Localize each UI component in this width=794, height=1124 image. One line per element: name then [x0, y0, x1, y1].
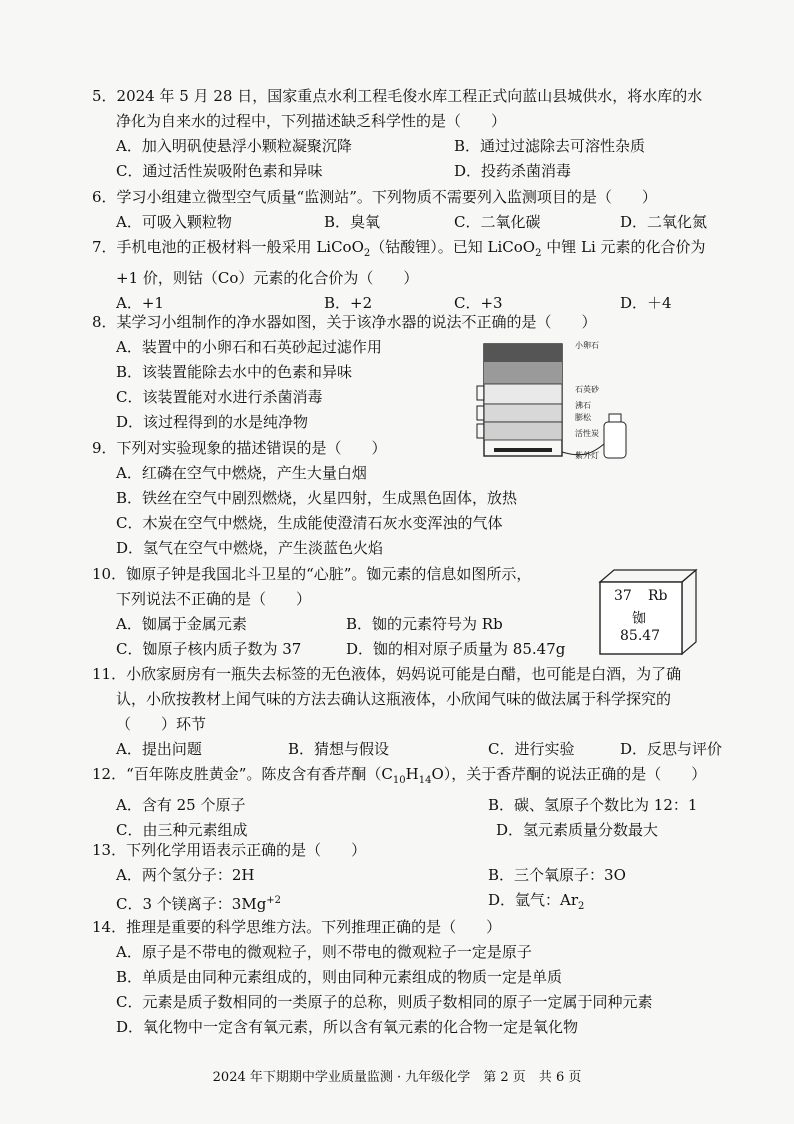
q12-options-row1 [92, 793, 752, 818]
question-11 [92, 662, 752, 762]
q8-option-c: C．该装置能对水进行杀菌消毒 [116, 388, 323, 406]
q5-option-c: C．通过活性炭吸附色素和异味 [116, 162, 323, 180]
q13-options-row2 [92, 888, 752, 913]
element-card-frame [596, 566, 700, 658]
q6-options [92, 210, 752, 235]
q5-options-row2 [92, 159, 752, 184]
q12-subscript-hydrogen: 14 [418, 775, 432, 786]
question-6 [92, 185, 752, 235]
question-13 [92, 838, 752, 913]
q5-option-a: A．加入明矾使悬浮小颗粒凝聚沉降 [116, 137, 352, 155]
question-9 [92, 436, 752, 561]
q13-option-d-subscript: 2 [578, 901, 585, 912]
q8-option-b: B．该装置能除去水中的色素和异味 [116, 363, 353, 381]
q10-stem-line2: 下列说法不正确的是（ ） [116, 590, 312, 608]
q11-options [92, 737, 752, 762]
q12-stem [92, 762, 752, 793]
q9-stem: 9．下列对实验现象的描述错误的是（ ） [92, 439, 387, 457]
q13-options-row1 [92, 863, 752, 888]
q8-stem: 8．某学习小组制作的净水器如图，关于该净水器的说法不正确的是（ ） [92, 313, 597, 331]
q12-subscript-carbon: 10 [392, 775, 406, 786]
q10-option-b: B．铷的元素符号为 Rb [346, 615, 503, 633]
figure-label-pebbles: 小卵石 [575, 341, 599, 350]
question-5 [92, 84, 752, 184]
element-atomic-number: 37 [614, 588, 632, 604]
q7-subscript-2: 2 [535, 248, 542, 259]
q9-option-a: A．红磷在空气中燃烧，产生大量白烟 [116, 464, 367, 482]
q11-option-a: A．提出问题 [116, 740, 202, 758]
q10-option-c: C．铷原子核内质子数为 37 [116, 640, 302, 658]
q8-option-a: A．装置中的小卵石和石英砂起过滤作用 [116, 338, 382, 356]
question-7 [92, 235, 752, 316]
q13-option-b: B．三个氧原子：3O [488, 866, 626, 884]
q10-option-d: D．铷的相对原子质量为 85.47g [346, 640, 566, 658]
figure-label-quartz-sand: 石英砂 [575, 385, 599, 394]
q12-hydrogen-symbol: H [405, 765, 419, 783]
q9-option-c: C．木炭在空气中燃烧，生成能使澄清石灰水变浑浊的气体 [116, 514, 503, 532]
q11-stem-line2: 认，小欣按教材上闻气味的方法去确认这瓶液体，小欣闻气味的做法属于科学探究的 [116, 690, 672, 708]
q9-option-d: D．氢气在空气中燃烧，产生淡蓝色火焰 [116, 539, 384, 557]
q11-stem-line3: （ ）环节 [116, 715, 207, 733]
q6-option-d: D．二氧化氮 [620, 213, 708, 231]
q6-option-a: A．可吸入颗粒物 [116, 213, 232, 231]
q7-option-b: B．+2 [324, 294, 373, 312]
q14-stem: 14．推理是重要的科学思维方法。下列推理正确的是（ ） [92, 918, 502, 936]
q8-option-d: D．该过程得到的水是纯净物 [116, 413, 309, 431]
q13-option-a: A．两个氢分子：2H [116, 866, 255, 884]
q12-stem-text-b: O），关于香芹酮的说法正确的是（ ） [431, 765, 707, 783]
question-14 [92, 915, 752, 1040]
q5-option-b: B．通过过滤除去可溶性杂质 [454, 137, 646, 155]
q13-option-c [116, 888, 281, 917]
question-8 [92, 310, 752, 435]
q13-stem: 13．下列化学用语表示正确的是（ ） [92, 841, 367, 859]
q7-stem-line2: +1 价，则钴（Co）元素的化合价为（ ） [116, 269, 419, 287]
q14-option-c: C．元素是质子数相同的一类原子的总称，则质子数相同的原子一定属于同种元素 [116, 993, 653, 1011]
q6-option-b: B．臭氧 [324, 213, 381, 231]
q13-option-c-text: C．3 个镁离子：3Mg [116, 895, 267, 913]
question-12 [92, 762, 752, 843]
q7-option-c: C．+3 [454, 294, 503, 312]
element-atomic-mass: 85.47 [620, 628, 661, 644]
q5-options-row1 [92, 134, 752, 159]
q7-option-a: A．+1 [116, 294, 164, 312]
figure-label-fluff: 膨松 [575, 413, 591, 422]
page-footer: 2024 年下期期中学业质量监测 · 九年级化学 第 2 页 共 6 页 [212, 1070, 582, 1085]
q12-option-c: C．由三种元素组成 [116, 821, 248, 839]
q12-option-d: D．氢元素质量分数最大 [496, 821, 659, 839]
q12-stem-text-a: 12．“百年陈皮胜黄金”。陈皮含有香芹酮（C [92, 765, 393, 783]
q13-option-c-superscript: +2 [266, 895, 282, 906]
q7-option-d: D．＋4 [620, 294, 672, 312]
q11-option-c: C．进行实验 [488, 740, 575, 758]
q7-stem-line1 [92, 235, 752, 266]
q5-stem-line1: 5．2024 年 5 月 28 日，国家重点水利工程毛俊水库工程正式向蓝山县城供水，将水库的水 [92, 87, 703, 105]
q5-stem-line2: 净化为自来水的过程中，下列描述缺乏科学性的是（ ） [116, 112, 507, 130]
q13-option-d-text: D．氩气：Ar [488, 891, 579, 909]
q12-option-a: A．含有 25 个原子 [116, 796, 246, 814]
q7-subscript-1: 2 [363, 248, 371, 259]
q14-option-d: D．氧化物中一定含有氧元素，所以含有氧元素的化合物一定是氧化物 [116, 1018, 579, 1036]
q12-option-b: B．碳、氢原子个数比为 12：1 [488, 796, 698, 814]
q10-option-a: A．铷属于金属元素 [116, 615, 247, 633]
q6-stem: 6．学习小组建立微型空气质量“监测站”。下列物质不需要列入监测项目的是（ ） [92, 188, 657, 206]
element-symbol: Rb [648, 588, 668, 604]
q7-stem-text-c: 中锂 Li 元素的化合价为 [541, 238, 706, 256]
q14-option-a: A．原子是不带电的微观粒子，则不带电的微观粒子一定是原子 [116, 943, 532, 961]
rubidium-element-card [596, 566, 700, 658]
q7-stem-text-b: （钴酸锂）。已知 LiCoO [370, 238, 536, 256]
q9-option-b: B．铁丝在空气中剧烈燃烧，火星四射，生成黑色固体，放热 [116, 489, 518, 507]
q14-option-b: B．单质是由同种元素组成的，则由同种元素组成的物质一定是单质 [116, 968, 563, 986]
q11-option-d: D．反思与评价 [620, 740, 723, 758]
q7-stem-text-a: 7．手机电池的正极材料一般采用 LiCoO [92, 238, 364, 256]
figure-label-zeolite: 沸石 [575, 401, 591, 410]
q11-stem-line1: 11．小欣家厨房有一瓶失去标签的无色液体，妈妈说可能是白醋，也可能是白酒，为了确 [92, 665, 682, 683]
q11-option-b: B．猜想与假设 [288, 740, 390, 758]
q6-option-c: C．二氧化碳 [454, 213, 541, 231]
figure-label-activated-carbon: 活性炭 [575, 429, 599, 438]
q10-stem-line1: 10．铷原子钟是我国北斗卫星的“心脏”。铷元素的信息如图所示， [92, 565, 532, 583]
figure-label-uv-lamp: 紫外灯 [575, 451, 599, 460]
q5-option-d: D．投药杀菌消毒 [454, 162, 572, 180]
element-name: 铷 [632, 611, 646, 627]
